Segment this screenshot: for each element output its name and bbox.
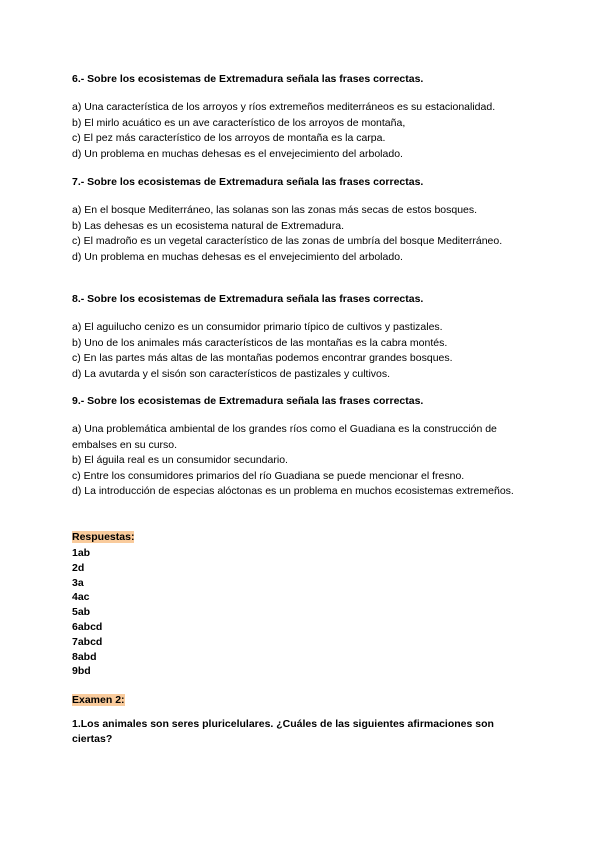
answer-item: 1ab bbox=[72, 547, 91, 559]
option-d: d) La avutarda y el sisón son característicos de pastizales y cultivos. bbox=[72, 367, 391, 380]
exam-section bbox=[72, 690, 125, 708]
question-8 bbox=[72, 292, 542, 382]
question-9 bbox=[72, 394, 542, 500]
answer-item: 9bd bbox=[72, 665, 91, 678]
exam-heading: Examen 2: bbox=[72, 694, 125, 706]
answer-item: 3a bbox=[72, 576, 84, 589]
option-b: b) Las dehesas es un ecosistema natural de Extremadura. bbox=[72, 219, 344, 232]
answers-section bbox=[72, 527, 134, 679]
question-title: 9.- Sobre los ecosistemas de Extremadura señala las frases correctas. bbox=[72, 395, 424, 407]
answer-item: 8abd bbox=[72, 650, 97, 663]
option-a: a) Una problemática ambiental de los grandes ríos como el Guadiana es la construcción de embalses en su curso. bbox=[72, 423, 497, 451]
option-list bbox=[72, 422, 542, 500]
option-d: d) Un problema en muchas dehesas es el envejecimiento del arbolado. bbox=[72, 250, 403, 263]
option-c: c) Entre los consumidores primarios del río Guadiana se puede mencionar el fresno. bbox=[72, 469, 465, 482]
option-d: d) La introducción de especias alóctonas es un problema en muchos ecosistemas extremeños. bbox=[72, 485, 514, 497]
option-c: c) En las partes más altas de las montañas podemos encontrar grandes bosques. bbox=[72, 352, 453, 364]
answer-list bbox=[72, 546, 134, 679]
option-b: b) El águila real es un consumidor secundario. bbox=[72, 454, 288, 466]
option-c: c) El madroño es un vegetal característico de las zonas de umbría del bosque Mediterráneo. bbox=[72, 235, 503, 247]
question-title: 6.- Sobre los ecosistemas de Extremadura señala las frases correctas. bbox=[72, 73, 424, 85]
option-a: a) Una característica de los arroyos y ríos extremeños mediterráneos es su estacionalidad. bbox=[72, 101, 496, 113]
answer-item: 6abcd bbox=[72, 620, 103, 633]
answer-item: 7abcd bbox=[72, 635, 103, 648]
answers-heading: Respuestas: bbox=[72, 531, 135, 543]
question-7 bbox=[72, 175, 542, 265]
option-d: d) Un problema en muchas dehesas es el envejecimiento del arbolado. bbox=[72, 147, 403, 160]
question-title: 7.- Sobre los ecosistemas de Extremadura señala las frases correctas. bbox=[72, 176, 424, 188]
answer-item: 5ab bbox=[72, 606, 91, 619]
option-b: b) El mirlo acuático es un ave característico de los arroyos de montaña, bbox=[72, 116, 406, 129]
option-list bbox=[72, 203, 542, 265]
option-a: a) En el bosque Mediterráneo, las solanas son las zonas más secas de estos bosques. bbox=[72, 204, 478, 216]
question-6 bbox=[72, 72, 542, 162]
question-title: 8.- Sobre los ecosistemas de Extremadura señala las frases correctas. bbox=[72, 293, 424, 305]
option-list bbox=[72, 320, 542, 382]
exam-question: 1.Los animales son seres pluricelulares. ¿Cuáles de las siguientes afirmaciones son ciertas? bbox=[72, 718, 494, 745]
option-list bbox=[72, 100, 542, 162]
option-b: b) Uno de los animales más característicos de las montañas es la cabra montés. bbox=[72, 336, 448, 349]
answer-item: 4ac bbox=[72, 591, 90, 604]
answer-item: 2d bbox=[72, 561, 85, 574]
option-a: a) El aguilucho cenizo es un consumidor primario típico de cultivos y pastizales. bbox=[72, 321, 443, 333]
option-c: c) El pez más característico de los arroyos de montaña es la carpa. bbox=[72, 132, 386, 144]
